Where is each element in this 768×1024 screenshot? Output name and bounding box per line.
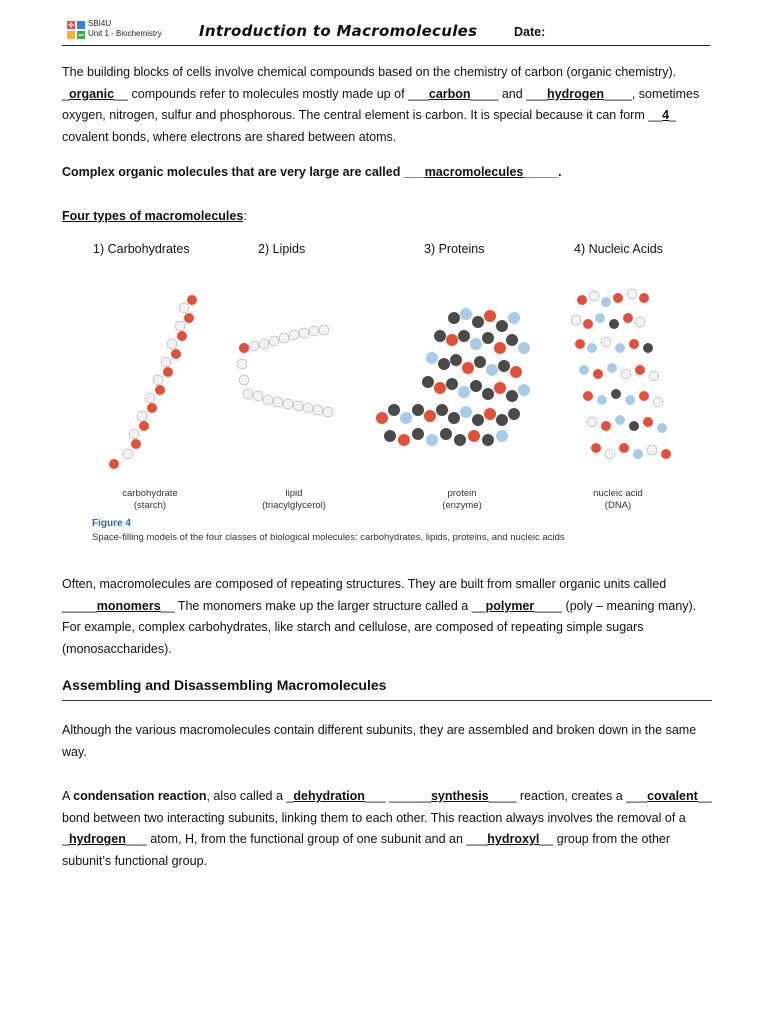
section-heading: Assembling and Disassembling Macromolecules [62, 677, 387, 693]
answer-synthesis: synthesis [430, 789, 489, 803]
macromolecule-figure [92, 278, 692, 548]
section-divider [62, 700, 712, 701]
nucleic-acid-model [571, 289, 671, 459]
answer-polymer: polymer [485, 598, 535, 613]
repeating-structures-paragraph: Often, macromolecules are composed of repeating structures. They are built from smaller organic units called _____monomers__ The monomers make up the larger structure called a __polymer____ (poly – meaning many). For example, complex carbohydrates, like starch and cellulose, are composed of repeating simple sugars (monosaccharides). [62, 577, 697, 657]
type-carbohydrates: 1) Carbohydrates [93, 242, 190, 256]
unit-label: Unit 1 - Biochemistry [88, 29, 162, 38]
nucleic-acid-label: nucleic acid (DNA) [593, 488, 643, 511]
answer-monomers: monomers [96, 598, 161, 613]
answer-four: 4 [662, 108, 670, 123]
answer-carbon: carbon [428, 86, 471, 101]
figure-caption: Space-filling models of the four classes of biological molecules: carbohydrates, lipids, proteins, and nucleic acids [92, 532, 565, 543]
protein-label: protein (enzyme) [442, 488, 482, 511]
lipid-model [237, 325, 333, 417]
school-logo-icon [66, 20, 86, 40]
term-condensation-reaction: condensation reaction [73, 789, 207, 803]
condensation-paragraph: A condensation reaction, also called a _dehydration___ ______synthesis____ reaction, creates a ___covalent__ bond between two interacting subunits, linking them to each other. This reaction always involves the removal of a _hydrogen___ atom, H, from the functional group of one subunit and an ___hydroxyl__ group from the other subunit’s functional group. [62, 789, 712, 869]
answer-macromolecules: macromolecules [424, 165, 524, 179]
answer-covalent: covalent [647, 789, 698, 803]
carbohydrate-model [109, 295, 197, 469]
figure-title: Figure 4 [92, 518, 131, 529]
answer-organic: organic [68, 86, 115, 101]
type-proteins: 3) Proteins [424, 242, 485, 256]
four-types-heading: Four types of macromolecules: [62, 209, 247, 223]
complex-molecules-statement: Complex organic molecules that are very large are called ___macromolecules_____. [62, 165, 562, 179]
type-nucleic-acids: 4) Nucleic Acids [574, 242, 663, 256]
protein-model [376, 308, 530, 446]
lipid-label: lipid (triacylglycerol) [262, 488, 326, 511]
page-title: Introduction to Macromolecules [199, 22, 478, 40]
answer-hydrogen: hydrogen [547, 86, 604, 101]
course-code: SBI4U [88, 19, 112, 28]
date-label: Date: [514, 25, 546, 39]
page-header [62, 18, 710, 46]
course-info [88, 19, 162, 39]
carbohydrate-label: carbohydrate (starch) [122, 488, 178, 511]
answer-hydrogen-atom: hydrogen [68, 832, 126, 847]
type-lipids: 2) Lipids [258, 242, 306, 256]
assembling-paragraph: Although the various macromolecules contain different subunits, they are assembled and broken down in the same way. [62, 723, 697, 759]
intro-paragraph: The building blocks of cells involve chemical compounds based on the chemistry of carbon (organic chemistry). _organic__ compounds refer to molecules mostly made up of ___carbon____ and ___hydrogen____, sometimes oxygen, nitrogen, sulfur and phosphorous. The central element is carbon. It is special because it can form __4_ covalent bonds, where electrons are shared between atoms. [62, 65, 700, 145]
answer-hydroxyl: hydroxyl [487, 832, 540, 847]
space-filling-models [92, 278, 692, 488]
answer-dehydration: dehydration [293, 789, 365, 803]
